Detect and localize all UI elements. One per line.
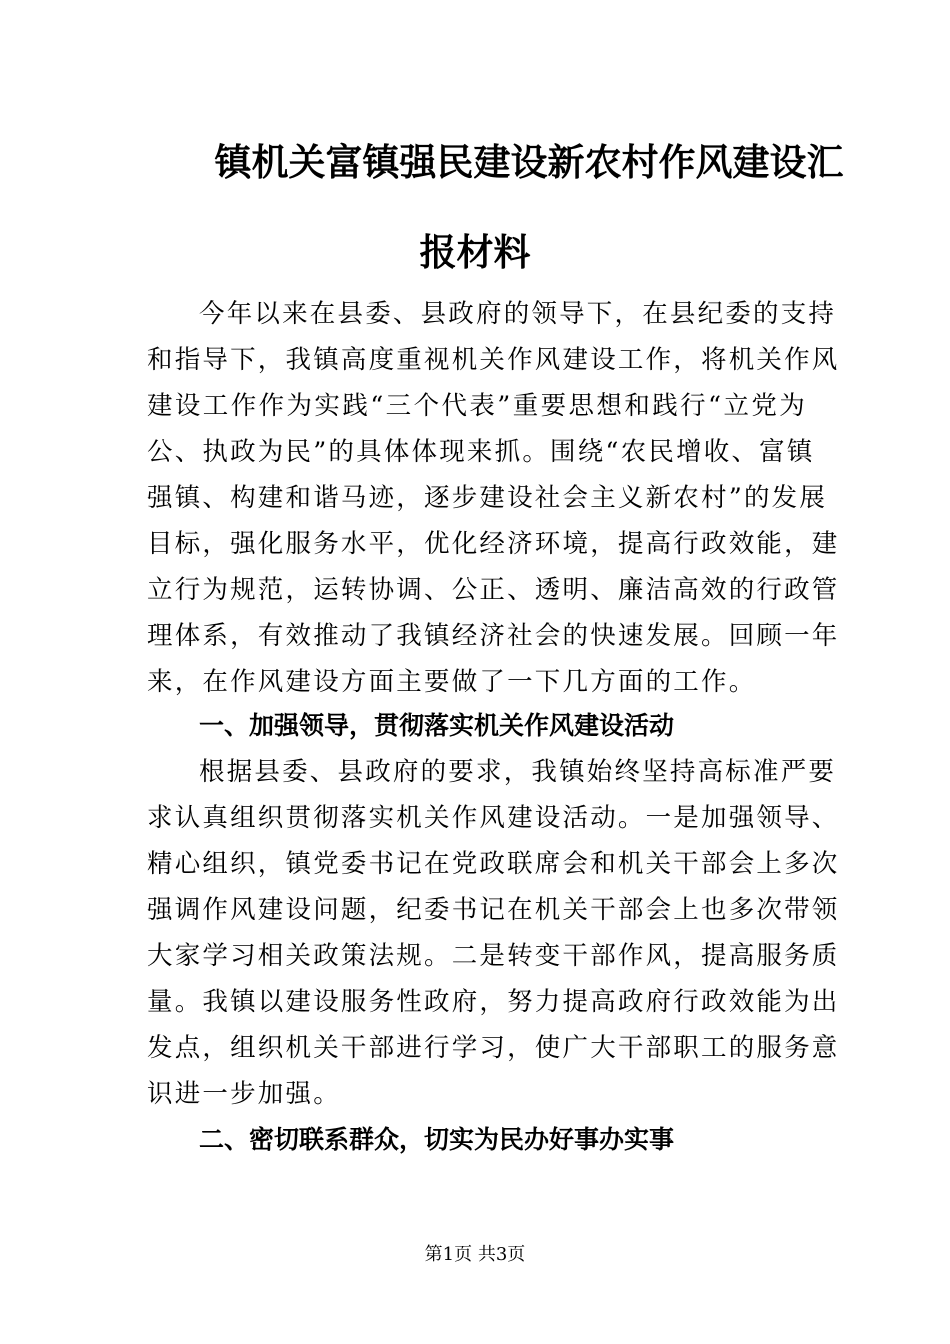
paragraph-2-line: 强调作风建设问题，纪委书记在机关干部会上也多次带领 xyxy=(147,895,840,925)
paragraph-1-line: 来，在作风建设方面主要做了一下几方面的工作。 xyxy=(147,667,757,697)
document-title-line-2: 报材料 xyxy=(419,231,531,274)
document-title-line-1: 镇机关富镇强民建设新农村作风建设汇 xyxy=(214,141,844,184)
paragraph-2-line: 精心组织，镇党委书记在党政联席会和机关干部会上多次 xyxy=(147,849,840,879)
paragraph-1-line: 建设工作作为实践“三个代表”重要思想和践行“立党为 xyxy=(147,391,807,421)
section-heading-1: 一、加强领导，贯彻落实机关作风建设活动 xyxy=(199,711,675,740)
paragraph-1-line: 理体系，有效推动了我镇经济社会的快速发展。回顾一年 xyxy=(147,621,840,651)
paragraph-1-line: 强镇、构建和谐马迹，逐步建设社会主义新农村”的发展 xyxy=(147,483,828,513)
paragraph-2-line: 识进一步加强。 xyxy=(147,1079,341,1109)
paragraph-1-line: 今年以来在县委、县政府的领导下，在县纪委的支持 xyxy=(199,299,837,329)
section-heading-2: 二、密切联系群众，切实为民办好事办实事 xyxy=(199,1125,675,1154)
paragraph-1-line: 和指导下，我镇高度重视机关作风建设工作，将机关作风 xyxy=(147,345,840,375)
paragraph-1-line: 目标，强化服务水平，优化经济环境，提高行政效能，建 xyxy=(147,529,840,559)
paragraph-2-line: 求认真组织贯彻落实机关作风建设活动。一是加强领导、 xyxy=(147,803,840,833)
paragraph-2-line: 发点，组织机关干部进行学习，使广大干部职工的服务意 xyxy=(147,1033,840,1063)
paragraph-2-line: 根据县委、县政府的要求，我镇始终坚持高标准严要 xyxy=(199,757,837,787)
paragraph-1-line: 立行为规范，运转协调、公正、透明、廉洁高效的行政管 xyxy=(147,575,840,605)
paragraph-2-line: 大家学习相关政策法规。二是转变干部作风，提高服务质 xyxy=(147,941,840,971)
paragraph-1-line: 公、执政为民”的具体体现来抓。围绕“农民增收、富镇 xyxy=(147,437,815,467)
page-number-footer: 第1页 共3页 xyxy=(424,1244,526,1265)
paragraph-2-line: 量。我镇以建设服务性政府，努力提高政府行政效能为出 xyxy=(147,987,840,1017)
